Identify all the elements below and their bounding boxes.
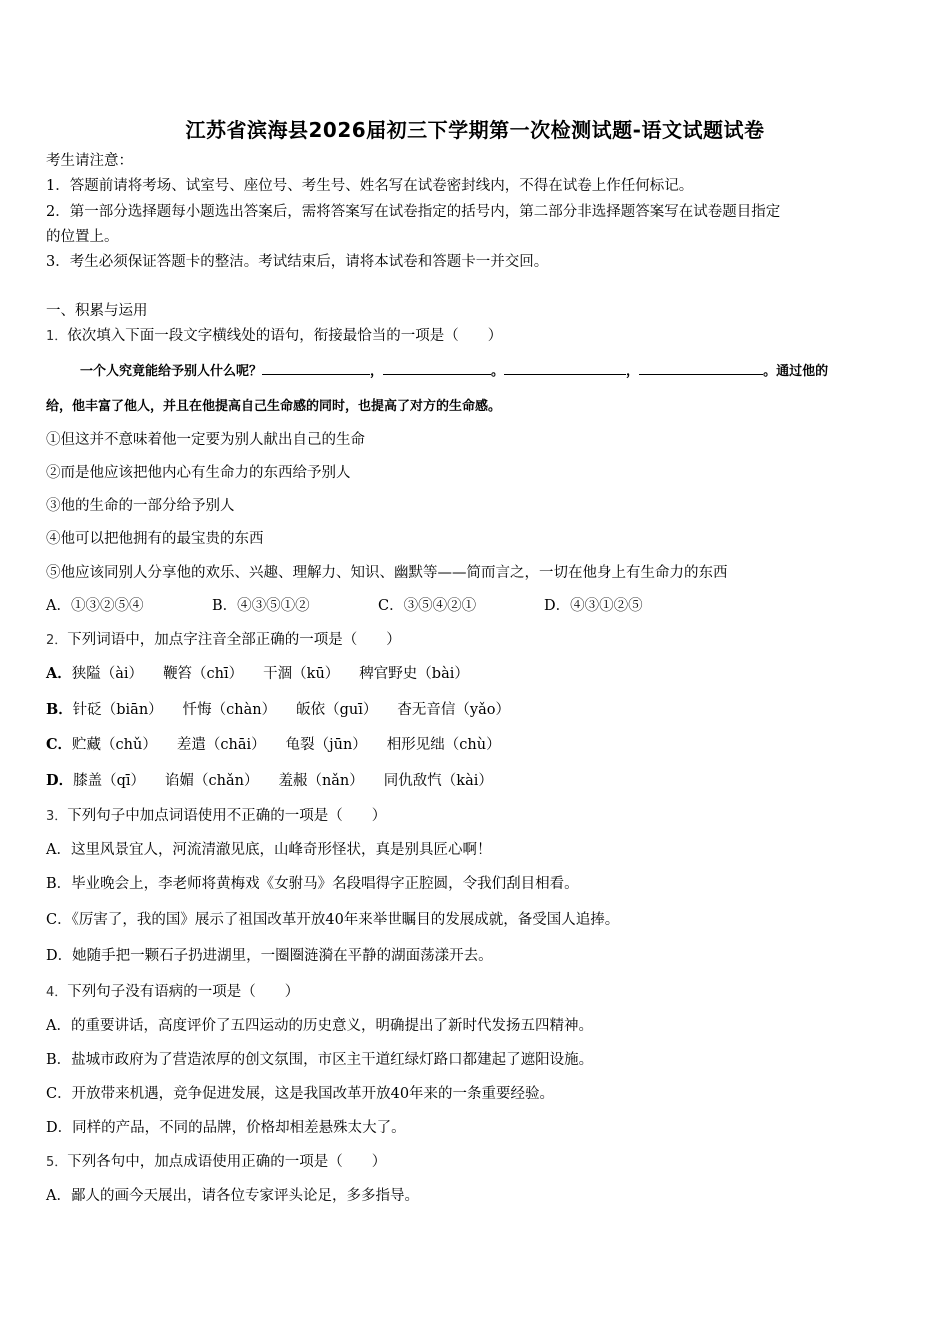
q2-word: 相形见绌（chù） [386,737,501,753]
q2-word: 忏悔（chàn） [182,702,277,718]
notice-item-2: 2．第一部分选择题每小题选出答案后，需将答案写在试卷指定的括号内，第二部分非选择题答案写在试卷题目指定 [46,204,781,220]
q2-word: 杳无音信（yǎo） [397,702,510,718]
q2-option-label: C． [46,736,73,753]
q1-item-1: ①但这并不意味着他一定要为别人献出自己的生命 [46,432,365,448]
q2-word: 同仇敌忾（kài） [383,773,493,789]
q2-word: 贮藏（chǔ） [72,737,157,753]
q2-word: 膝盖（qī） [73,773,145,789]
q3-option-d[interactable]: D．她随手把一颗石子扔进湖里，一圈圈涟漪在平静的湖面荡漾开去。 [46,948,493,964]
notice-item-2-cont: 的位置上。 [46,229,119,245]
q4-number: 4． [46,985,68,1000]
notice-item-3: 3．考生必须保证答题卡的整洁。考试结束后，请将本试卷和答题卡一并交回。 [46,254,549,270]
q3-stem [46,806,386,827]
q1-passage-start: 一个人究竟能给予别人什么呢？ [80,364,263,379]
q1-item-5: ⑤他应该同别人分享他的欢乐、兴趣、理解力、知识、幽默等——简而言之，一切在他身上有生命力的东西 [46,565,728,581]
q2-word: 稗官野史（bài） [359,666,469,682]
q3-option-b[interactable]: B．毕业晚会上，李老师将黄梅戏《女驸马》名段唱得字正腔圆，令我们刮目相看。 [46,876,579,892]
q1-blank-3[interactable] [504,360,626,375]
q2-option-label: B． [46,701,73,718]
q1-item-2: ②而是他应该把他内心有生命力的东西给予别人 [46,465,351,481]
q2-option-label: A． [46,665,72,682]
q4-option-c[interactable]: C．开放带来机遇，竞争促进发展，这是我国改革开放40年来的一条重要经验。 [46,1086,555,1102]
q1-stem-text: 依次填入下面一段文字横线处的语句，衔接最恰当的一项是（ ） [67,328,503,344]
q5-option-a[interactable]: A．鄙人的画今天展出，请各位专家评头论足，多多指导。 [46,1188,419,1204]
q2-option-label: D． [46,772,74,789]
q3-stem-text: 下列句子中加点词语使用不正确的一项是（ ） [67,808,387,824]
q1-blank-1[interactable] [262,360,370,375]
q2-word: 差遣（chāi） [176,737,266,753]
notice-item-1: 1．答题前请将考场、试室号、座位号、考生号、姓名写在试卷密封线内，不得在试卷上作任何标记。 [46,178,694,194]
section-heading: 一、积累与运用 [46,303,148,319]
q1-item-3: ③他的生命的一部分给予别人 [46,498,235,514]
q1-sep-3: ， [626,364,640,379]
q5-stem [46,1152,386,1173]
q2-word: 针砭（biān） [72,702,163,718]
q1-option-a[interactable]: A．①③②⑤④ [46,598,144,614]
q5-stem-text: 下列各句中，加点成语使用正确的一项是（ ） [67,1154,387,1170]
q4-option-a[interactable]: A．的重要讲话，高度评价了五四运动的历史意义，明确提出了新时代发扬五四精神。 [46,1018,593,1034]
q4-option-b[interactable]: B．盐城市政府为了营造浓厚的创文氛围，市区主干道红绿灯路口都建起了遮阳设施。 [46,1052,594,1068]
page-title: 江苏省滨海县2026届初三下学期第一次检测试题-语文试题试卷 [185,118,765,142]
q2-word: 鞭笞（chī） [163,666,244,682]
q1-sep-2: 。 [491,364,505,379]
q1-option-b[interactable]: B．④③⑤①② [212,598,310,614]
q1-passage-line2: 给，他丰富了他人，并且在他提高自己生命感的同时，也提高了对方的生命感。 [46,399,502,414]
q1-blank-2[interactable] [383,360,491,375]
q1-option-d[interactable]: D．④③①②⑤ [544,598,643,614]
q2-word: 羞赧（nǎn） [278,773,364,789]
q2-option-b[interactable] [46,700,530,720]
q3-option-c[interactable]: C．《厉害了，我的国》展示了祖国改革开放40年来举世瞩目的发展成就，备受国人追捧。 [46,912,620,928]
q1-stem [46,326,502,347]
q1-option-c[interactable]: C．③⑤④②① [378,598,477,614]
q1-passage-end: 。通过他的 [763,364,829,379]
q2-word: 皈依（guī） [296,702,378,718]
q2-word: 龟裂（jūn） [285,737,367,753]
q5-number: 5． [46,1155,68,1170]
q1-number: 1． [46,329,68,344]
q2-stem-text: 下列词语中，加点字注音全部正确的一项是（ ） [67,632,401,648]
q1-blank-4[interactable] [639,360,763,375]
q4-stem-text: 下列句子没有语病的一项是（ ） [67,984,300,1000]
notice-heading: 考生请注意： [46,153,133,169]
q2-option-a[interactable] [46,664,489,684]
q1-item-4: ④他可以把他拥有的最宝贵的东西 [46,531,264,547]
q2-word: 谄媚（chǎn） [165,773,259,789]
q3-number: 3． [46,809,68,824]
q2-word: 干涸（kū） [263,666,340,682]
q4-option-d[interactable]: D．同样的产品，不同的品牌，价格却相差悬殊太大了。 [46,1120,406,1136]
q2-option-d[interactable] [46,771,513,791]
q2-option-c[interactable] [46,735,521,755]
q1-sep-1: ， [370,364,384,379]
q2-stem [46,630,401,651]
q1-passage-line1 [80,360,828,382]
q3-option-a[interactable]: A．这里风景宜人，河流清澈见底，山峰奇形怪状，真是别具匠心啊！ [46,842,492,858]
q4-stem [46,982,299,1003]
q1-options [46,596,710,616]
q2-number: 2． [46,633,68,648]
q2-word: 狭隘（ài） [71,666,144,682]
